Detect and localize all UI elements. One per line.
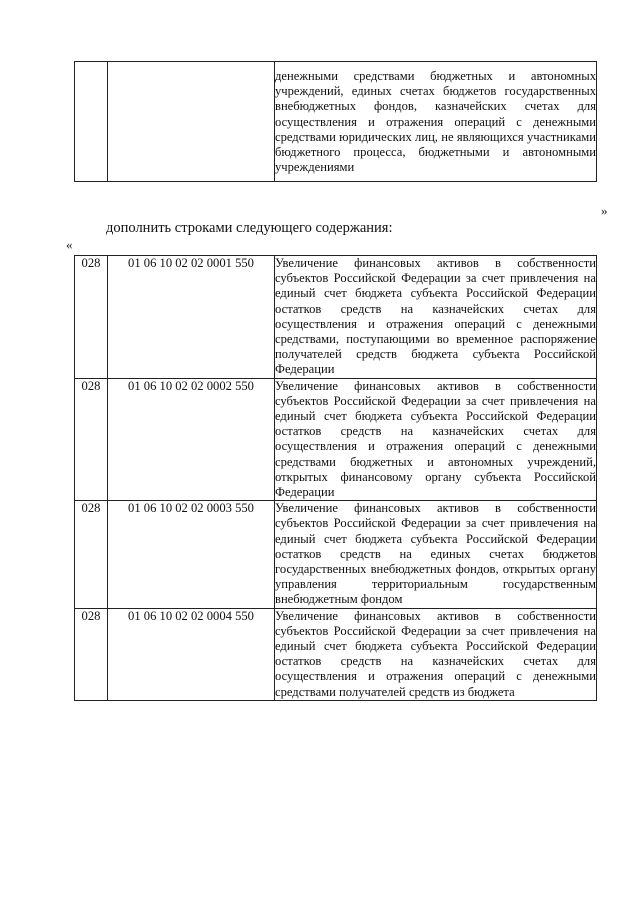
description-cell: денежными средствами бюджетных и автономных учреждений, единых счетах бюджетов государственных внебюджетных фондов, казначейских счетах для осуществления и отражения операций с денежными средствами юридических лиц, не являющихся участниками бюджетного процесса, бюджетными и автономными учреждениями xyxy=(275,62,597,182)
classification-code-cell: 01 06 10 02 02 0004 550 xyxy=(108,608,275,700)
table-row xyxy=(75,608,597,700)
table-row xyxy=(75,62,597,182)
opening-quote: « xyxy=(66,237,73,252)
description-cell: Увеличение финансовых активов в собственности субъектов Российской Федерации за счет привлечения на единый счет бюджета субъекта Российской Федерации остатков средств на казначейских счетах для осуществления и отражения операций с денежными средствами, поступающими во временное распоряжение получателей средств бюджета субъекта Российской Федерации xyxy=(275,256,596,377)
classification-code-cell: 01 06 10 02 02 0002 550 xyxy=(108,378,275,501)
description-cell: Увеличение финансовых активов в собственности субъектов Российской Федерации за счет привлечения на единый счет бюджета субъекта Российской Федерации остатков средств на единых счетах бюджетов государственных внебюджетных фондов, открытых органу управления территориальным государственным внебюджетным фондом xyxy=(275,501,596,607)
table-row xyxy=(75,378,597,501)
table-row xyxy=(75,256,597,379)
classification-code-cell: 01 06 10 02 02 0003 550 xyxy=(108,501,275,608)
classification-code-cell xyxy=(108,62,275,182)
table-row xyxy=(75,501,597,608)
description-cell: Увеличение финансовых активов в собственности субъектов Российской Федерации за счет привлечения на единый счет бюджета субъекта Российской Федерации остатков средств на казначейских счетах для осуществления и отражения операций с денежными средствами бюджетных и автономных учреждений, открытых финансовому органу субъекта Российской Федерации xyxy=(275,378,596,500)
description-cell: Увеличение финансовых активов в собственности субъектов Российской Федерации за счет привлечения на единый счет бюджета субъекта Российской Федерации остатков средств на казначейских счетах для осуществления и отражения операций с денежными средствами получателей средств из бюджета xyxy=(275,608,596,699)
closing-quote: » xyxy=(601,203,608,218)
admin-code-cell: 028 xyxy=(75,501,108,608)
classification-code-cell: 01 06 10 02 02 0001 550 xyxy=(108,256,275,379)
new-rows-table xyxy=(74,255,597,701)
continuation-table xyxy=(74,61,597,182)
admin-code-cell: 028 xyxy=(75,256,108,379)
admin-code-cell: 028 xyxy=(75,378,108,501)
admin-code-cell: 028 xyxy=(75,608,108,700)
amendment-intro-text: дополнить строками следующего содержания: xyxy=(106,220,393,236)
admin-code-cell xyxy=(75,62,108,182)
